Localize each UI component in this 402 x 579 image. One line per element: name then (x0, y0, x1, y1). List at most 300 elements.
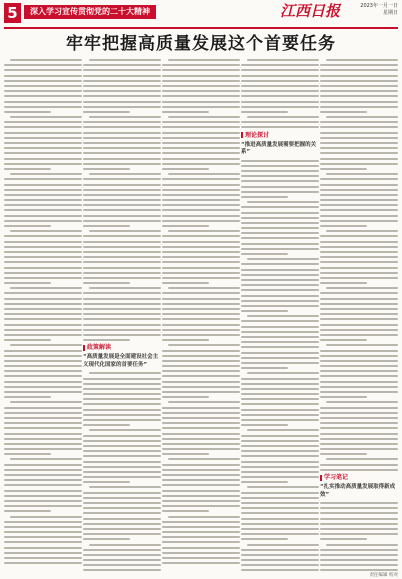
text-line (162, 479, 240, 481)
text-line (83, 497, 161, 499)
text-line (83, 163, 161, 165)
text-line (83, 189, 161, 191)
text-line (162, 329, 240, 331)
text-line (4, 370, 82, 372)
text-line (83, 199, 161, 201)
text-line (10, 344, 82, 346)
text-line (320, 298, 398, 300)
article-body (4, 59, 398, 573)
text-line (83, 409, 161, 411)
text-line (168, 344, 240, 346)
text-line (241, 111, 288, 113)
text-line (326, 344, 398, 346)
text-column-1 (4, 59, 82, 573)
text-line (162, 292, 240, 294)
text-line (320, 391, 398, 393)
text-line (4, 490, 82, 492)
text-line (320, 225, 367, 227)
text-line (83, 507, 161, 509)
text-line (83, 388, 161, 390)
text-line (241, 106, 319, 108)
text-line (320, 318, 398, 320)
text-line (241, 414, 319, 416)
text-line (241, 419, 319, 421)
text-line (162, 541, 240, 543)
text-line (4, 365, 82, 367)
section-subhead (241, 132, 319, 140)
text-line (320, 147, 398, 149)
text-line (4, 308, 82, 310)
text-line (320, 152, 398, 154)
text-line (320, 80, 398, 82)
text-line (247, 429, 319, 431)
text-line (326, 544, 398, 546)
text-line (83, 184, 161, 186)
text-line (83, 502, 161, 504)
text-line (162, 106, 240, 108)
text-line (247, 315, 319, 317)
text-line (83, 533, 161, 535)
text-line (10, 458, 82, 460)
text-line (320, 111, 367, 113)
text-line (4, 329, 82, 331)
text-line (326, 59, 398, 61)
section-banner: 深入学习宣传贯彻党的二十大精神 (24, 5, 156, 19)
text-line (162, 142, 240, 144)
text-line (83, 383, 161, 385)
text-line (89, 230, 161, 232)
text-line (4, 381, 82, 383)
text-line (4, 313, 82, 315)
text-line (241, 435, 319, 437)
text-line (320, 438, 398, 440)
text-line (320, 554, 398, 556)
text-line (241, 101, 319, 103)
text-line (83, 455, 161, 457)
text-line (83, 549, 161, 551)
text-line (162, 422, 240, 424)
text-line (4, 142, 82, 144)
text-line (320, 292, 398, 294)
text-line (162, 433, 240, 435)
text-line (241, 227, 319, 229)
text-line (320, 251, 398, 253)
text-line (162, 308, 240, 310)
text-line (320, 417, 398, 419)
text-line (10, 59, 82, 61)
text-line (162, 126, 240, 128)
text-line (320, 313, 398, 315)
text-line (320, 95, 398, 97)
text-line (241, 362, 319, 364)
text-line (4, 152, 82, 154)
text-line (83, 267, 161, 269)
text-line (320, 267, 398, 269)
text-line (320, 433, 398, 435)
text-line (320, 204, 398, 206)
text-line (162, 350, 240, 352)
text-line (241, 461, 319, 463)
text-line (83, 518, 161, 520)
text-line (241, 352, 319, 354)
text-line (241, 320, 319, 322)
text-line (241, 331, 319, 333)
text-line (320, 533, 398, 535)
text-line (241, 507, 319, 509)
text-line (4, 246, 82, 248)
text-line (83, 471, 161, 473)
text-line (162, 261, 240, 263)
text-line (162, 490, 240, 492)
text-line (162, 334, 240, 336)
text-line (4, 132, 82, 134)
text-line (162, 199, 240, 201)
subhead-title: 政策解读 (87, 344, 112, 352)
text-line (83, 246, 161, 248)
text-line (4, 433, 82, 435)
text-line (83, 75, 161, 77)
text-line (83, 85, 161, 87)
text-line (162, 158, 240, 160)
text-line (83, 528, 161, 530)
text-column-2 (83, 59, 161, 573)
text-line (241, 398, 319, 400)
text-line (320, 209, 398, 211)
text-line (241, 378, 319, 380)
text-line (241, 305, 319, 307)
text-line (241, 274, 319, 276)
page-header (0, 0, 402, 32)
text-line (89, 544, 161, 546)
text-line (320, 189, 398, 191)
text-line (83, 403, 161, 405)
section-subhead (320, 474, 398, 482)
text-line (4, 412, 82, 414)
text-line (241, 471, 319, 473)
text-line (241, 569, 319, 571)
text-line (162, 95, 240, 97)
page-number: 5 (4, 3, 21, 23)
text-line (83, 298, 161, 300)
text-line (162, 209, 240, 211)
text-line (10, 230, 82, 232)
text-line (162, 225, 209, 227)
section-subhead (83, 344, 161, 352)
text-line (4, 85, 82, 87)
text-line (320, 282, 367, 284)
text-line (4, 386, 82, 388)
text-line (162, 168, 209, 170)
text-line (4, 334, 82, 336)
text-line (4, 225, 51, 227)
text-line (4, 282, 51, 284)
text-line (83, 440, 161, 442)
text-line (4, 241, 82, 243)
text-line (241, 95, 319, 97)
text-line (4, 277, 82, 279)
text-line (4, 536, 82, 538)
text-line (162, 474, 240, 476)
text-line (320, 528, 398, 530)
text-line (4, 552, 82, 554)
text-line (83, 492, 161, 494)
text-line (320, 235, 398, 237)
text-line (241, 502, 319, 504)
text-line (241, 243, 319, 245)
text-line (4, 101, 82, 103)
text-line (83, 378, 161, 380)
text-line (241, 69, 319, 71)
text-line (4, 64, 82, 66)
text-line (4, 126, 82, 128)
text-line (4, 256, 82, 258)
text-line (10, 516, 82, 518)
text-line (320, 69, 398, 71)
text-line (320, 272, 398, 274)
text-line (320, 303, 398, 305)
text-line (320, 350, 398, 352)
text-line (320, 365, 398, 367)
text-line (241, 450, 319, 452)
text-line (162, 251, 240, 253)
text-line (162, 282, 209, 284)
text-line (162, 453, 209, 455)
text-line (4, 505, 82, 507)
text-line (241, 64, 319, 66)
text-line (320, 502, 398, 504)
text-line (326, 116, 398, 118)
text-line (241, 160, 319, 162)
text-line (4, 251, 82, 253)
text-line (320, 427, 398, 429)
text-line (4, 106, 82, 108)
text-line (320, 464, 398, 466)
text-line (241, 212, 319, 214)
text-line (241, 237, 319, 239)
text-line (83, 111, 130, 113)
text-line (320, 85, 398, 87)
text-line (89, 429, 161, 431)
text-line (4, 448, 82, 450)
text-line (83, 303, 161, 305)
text-line (4, 209, 82, 211)
text-line (320, 523, 398, 525)
text-line (247, 201, 319, 203)
text-line (83, 461, 161, 463)
text-line (241, 279, 319, 281)
text-line (83, 308, 161, 310)
text-line (4, 422, 82, 424)
text-line (162, 272, 240, 274)
article-headline: 牢牢把握高质量发展这个首要任务 (66, 34, 336, 54)
text-line (320, 178, 398, 180)
text-line (162, 500, 240, 502)
text-line (241, 310, 288, 312)
text-line (162, 313, 240, 315)
text-line (83, 256, 161, 258)
text-line (162, 69, 240, 71)
text-line (168, 173, 240, 175)
text-line (320, 215, 398, 217)
text-line (320, 412, 398, 414)
text-line (320, 194, 398, 196)
text-line (241, 346, 319, 348)
text-line (320, 75, 398, 77)
text-line (83, 106, 161, 108)
text-line (162, 495, 240, 497)
text-line (83, 292, 161, 294)
text-line (241, 289, 319, 291)
text-line (326, 287, 398, 289)
text-line (168, 401, 240, 403)
text-line (320, 64, 398, 66)
text-line (4, 189, 82, 191)
text-line (162, 256, 240, 258)
text-line (241, 445, 319, 447)
text-line (4, 510, 51, 512)
text-line (4, 396, 51, 398)
text-line (162, 90, 240, 92)
date-line (318, 3, 398, 17)
text-line (83, 476, 161, 478)
text-line (247, 258, 319, 260)
text-line (162, 484, 240, 486)
text-line (83, 152, 161, 154)
text-line (4, 339, 51, 341)
text-line (4, 220, 82, 222)
text-line (326, 458, 398, 460)
text-line (320, 518, 398, 520)
text-line (4, 350, 82, 352)
text-line (162, 298, 240, 300)
text-line (162, 64, 240, 66)
text-line (83, 132, 161, 134)
subhead-text: “高质量发展是全面建设社会主义现代化国家的首要任务” (83, 354, 159, 368)
text-line (241, 170, 319, 172)
text-line (83, 101, 161, 103)
text-line (241, 403, 319, 405)
text-line (241, 336, 319, 338)
text-line (162, 438, 240, 440)
text-line (10, 173, 82, 175)
text-line (162, 505, 240, 507)
text-line (241, 191, 319, 193)
text-line (320, 256, 398, 258)
text-line (83, 445, 161, 447)
text-line (241, 75, 319, 77)
text-line (241, 523, 319, 525)
text-line (241, 232, 319, 234)
text-line (320, 443, 398, 445)
text-line (241, 512, 319, 514)
text-line (241, 175, 319, 177)
text-line (241, 90, 319, 92)
text-line (4, 178, 82, 180)
text-line (241, 341, 319, 343)
text-line (241, 409, 319, 411)
text-line (4, 521, 82, 523)
text-column-4 (241, 59, 319, 573)
text-line (241, 388, 319, 390)
text-line (162, 277, 240, 279)
text-line (10, 401, 82, 403)
text-line (4, 303, 82, 305)
text-line (241, 533, 319, 535)
text-line (241, 440, 319, 442)
text-line (4, 443, 82, 445)
text-line (83, 137, 161, 139)
text-line (320, 355, 398, 357)
text-line (162, 417, 240, 419)
text-line (320, 184, 398, 186)
text-line (83, 90, 161, 92)
text-line (83, 251, 161, 253)
text-line (241, 222, 319, 224)
text-line (4, 541, 82, 543)
text-line (4, 194, 82, 196)
text-line (241, 554, 319, 556)
subhead-marker (320, 475, 322, 481)
text-line (320, 569, 398, 571)
text-line (241, 424, 288, 426)
text-line (241, 284, 319, 286)
text-line (4, 298, 82, 300)
text-line (320, 422, 398, 424)
text-line (241, 559, 319, 561)
date-text: 2023年一月一日 (360, 3, 398, 9)
text-line (4, 547, 82, 549)
text-line (4, 526, 82, 528)
text-line (320, 549, 398, 551)
text-line (320, 559, 398, 561)
text-line (241, 538, 288, 540)
text-line (162, 557, 240, 559)
text-line (241, 121, 319, 123)
text-line (83, 277, 161, 279)
text-line (4, 163, 82, 165)
text-line (10, 287, 82, 289)
text-line (326, 230, 398, 232)
text-line (162, 427, 240, 429)
text-line (83, 569, 161, 571)
text-line (320, 407, 398, 409)
text-line (83, 158, 161, 160)
text-line (320, 360, 398, 362)
text-line (162, 241, 240, 243)
text-line (162, 448, 240, 450)
weekday-text: 星期日 (382, 10, 398, 16)
text-line (162, 137, 240, 139)
text-line (241, 455, 319, 457)
text-line (162, 246, 240, 248)
text-line (241, 492, 319, 494)
text-line (162, 111, 209, 113)
text-line (162, 318, 240, 320)
text-line (4, 80, 82, 82)
text-line (320, 308, 398, 310)
text-line (83, 147, 161, 149)
text-line (4, 355, 82, 357)
text-line (83, 142, 161, 144)
text-line (162, 85, 240, 87)
text-line (83, 80, 161, 82)
text-line (320, 246, 398, 248)
text-line (241, 269, 319, 271)
text-line (4, 531, 82, 533)
text-line (326, 173, 398, 175)
text-line (4, 69, 82, 71)
text-line (162, 303, 240, 305)
